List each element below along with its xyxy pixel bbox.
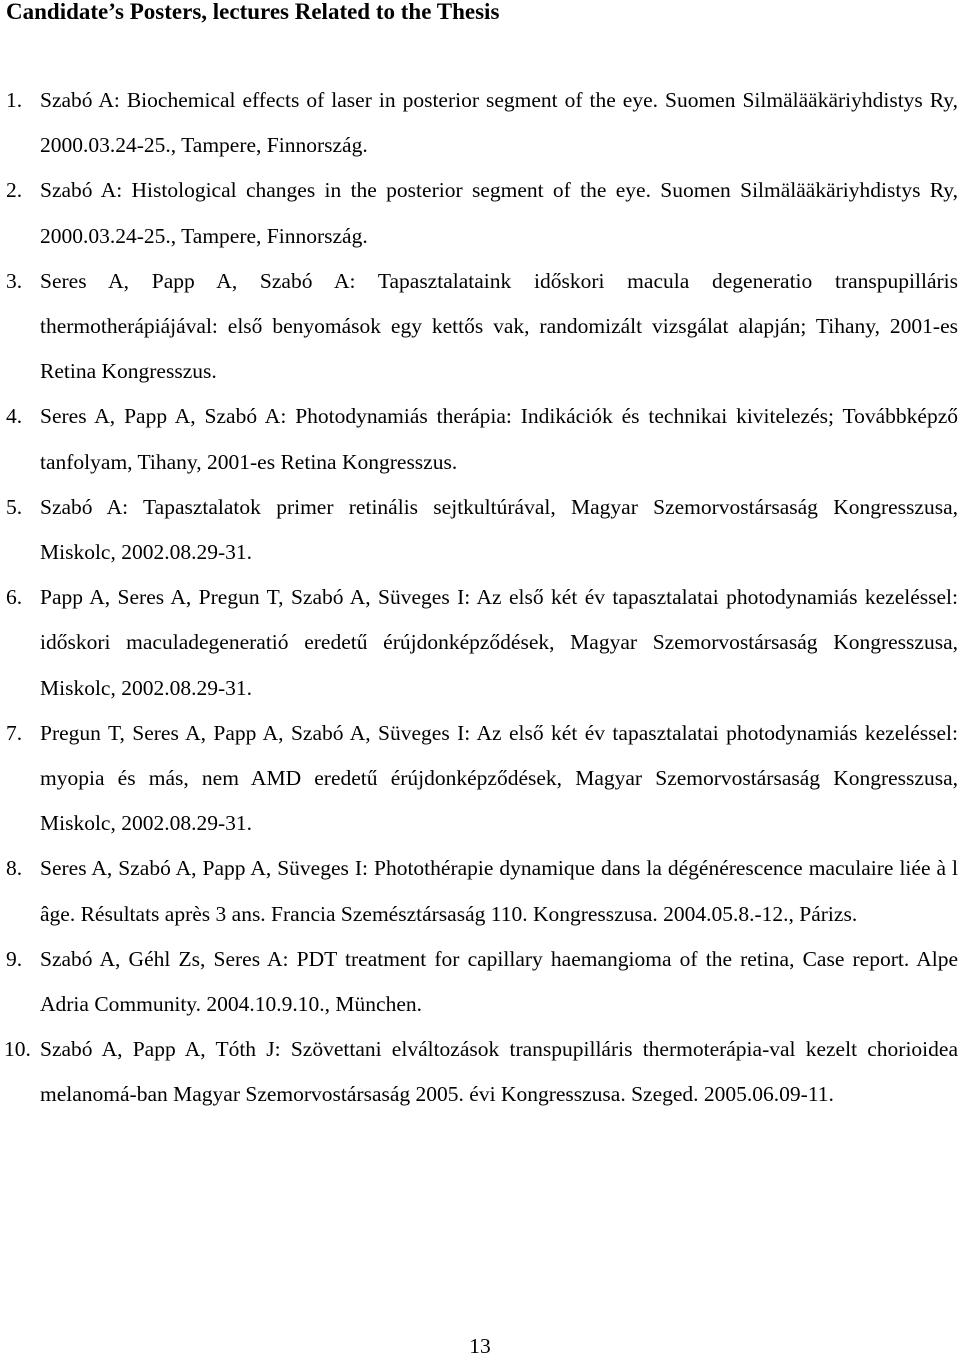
- section-heading: Candidate’s Posters, lectures Related to the Thesis: [6, 0, 500, 24]
- reference-list: [0, 78, 958, 1118]
- reference-item-9: [0, 937, 958, 1027]
- reference-number: 8.: [6, 856, 23, 881]
- reference-text: Pregun T, Seres A, Papp A, Szabó A, Süveges I: Az első két év tapasztalatai photodynamiás kezeléssel: myopia és más, nem AMD eredetű érújdonképződések, Magyar Szemorvostársaság Kongresszusa, Miskolc, 2002.08.29-31.: [40, 720, 958, 836]
- reference-number: 4.: [6, 404, 23, 429]
- reference-text: Szabó A, Géhl Zs, Seres A: PDT treatment for capillary haemangioma of the retina, Case report. Alpe Adria Community. 2004.10.9.10., München.: [40, 946, 958, 1017]
- reference-text: Szabó A: Biochemical effects of laser in posterior segment of the eye. Suomen Silmälääkäriyhdistys Ry, 2000.03.24-25., Tampere, Finnország.: [40, 88, 958, 158]
- reference-item-10: [0, 1027, 958, 1117]
- reference-number: 7.: [6, 720, 23, 745]
- reference-text: Szabó A, Papp A, Tóth J: Szövettani elváltozások transpupilláris thermoterápia-val kezelt chorioidea melanomá-ban Magyar Szemorvostársaság 2005. évi Kongresszusa. Szeged. 2005.06.09-11.: [40, 1037, 958, 1107]
- reference-text: Seres A, Papp A, Szabó A: Tapasztalataink időskori macula degeneratio transpupilláris thermotherápiájával: első benyomások egy kettős vak, randomizált vizsgálat alapján; Tihany, 2001-es Retina Kongresszus.: [40, 268, 958, 384]
- reference-text: Papp A, Seres A, Pregun T, Szabó A, Süveges I: Az első két év tapasztalatai photodynamiás kezeléssel: időskori maculadegeneratió eredetű érújdonképződések, Magyar Szemorvostársaság Kongresszusa, Miskolc, 2002.08.29-31.: [40, 585, 958, 700]
- reference-number: 9.: [6, 946, 23, 971]
- reference-item-2: [0, 168, 958, 258]
- reference-item-3: [0, 259, 958, 395]
- page-number: 13: [469, 1334, 491, 1358]
- reference-text: Seres A, Papp A, Szabó A: Photodynamiás therápia: Indikációk és technikai kivitelezés; Továbbképző tanfolyam, Tihany, 2001-es Retina Kongresszus.: [40, 404, 958, 474]
- reference-number: 10.: [4, 1037, 31, 1062]
- reference-item-5: [0, 485, 958, 575]
- reference-text: Szabó A: Tapasztalatok primer retinális sejtkultúrával, Magyar Szemorvostársaság Kongresszusa, Miskolc, 2002.08.29-31.: [40, 494, 958, 565]
- reference-item-8: [0, 846, 958, 936]
- reference-text: Szabó A: Histological changes in the posterior segment of the eye. Suomen Silmälääkäriyhdistys Ry, 2000.03.24-25., Tampere, Finnország.: [40, 178, 958, 248]
- reference-item-7: [0, 711, 958, 847]
- reference-number: 5.: [6, 494, 23, 519]
- reference-number: 1.: [6, 88, 23, 112]
- reference-number: 6.: [6, 585, 23, 610]
- reference-text: Seres A, Szabó A, Papp A, Süveges I: Photothérapie dynamique dans la dégénérescence maculaire liée à l âge. Résultats après 3 ans. Francia Szemésztársaság 110. Kongresszusa. 2004.05.8.-12., Párizs.: [40, 856, 958, 926]
- reference-number: 3.: [6, 268, 23, 293]
- reference-number: 2.: [6, 178, 23, 203]
- reference-item-6: [0, 575, 958, 711]
- reference-item-1: [0, 78, 958, 168]
- reference-item-4: [0, 394, 958, 484]
